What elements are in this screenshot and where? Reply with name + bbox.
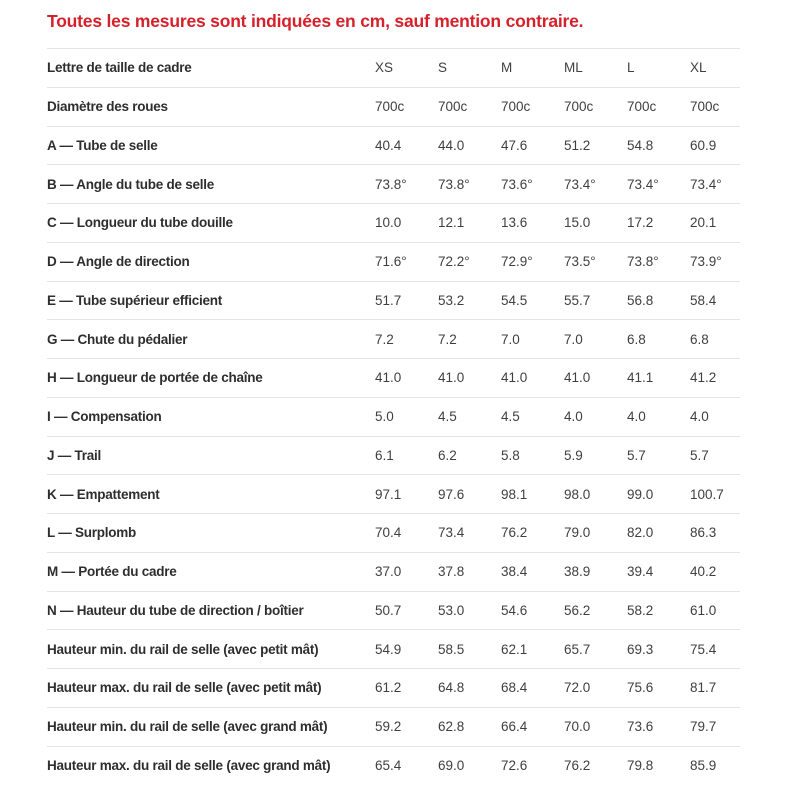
cell-value: 7.2 (375, 320, 438, 359)
cell-value: 5.9 (564, 436, 627, 475)
cell-value: 5.7 (690, 436, 740, 475)
cell-value: 56.8 (627, 281, 690, 320)
cell-value: 73.9° (690, 242, 740, 281)
cell-value: 700c (438, 87, 501, 126)
cell-value: 39.4 (627, 552, 690, 591)
cell-value: 40.4 (375, 126, 438, 165)
cell-value: 73.8° (375, 165, 438, 204)
row-label: N — Hauteur du tube de direction / boîtier (47, 591, 375, 630)
cell-value: 54.5 (501, 281, 564, 320)
cell-value: 6.8 (627, 320, 690, 359)
cell-value: 700c (627, 87, 690, 126)
cell-value: 79.7 (690, 707, 740, 746)
cell-value: 41.0 (564, 359, 627, 398)
cell-value: 6.8 (690, 320, 740, 359)
page-title: Toutes les mesures sont indiquées en cm, sauf mention contraire. (47, 11, 584, 31)
cell-value: 6.2 (438, 436, 501, 475)
cell-value: 20.1 (690, 204, 740, 243)
table-row (47, 707, 740, 746)
row-label: Hauteur max. du rail de selle (avec petit mât) (47, 669, 375, 708)
cell-value: 98.1 (501, 475, 564, 514)
cell-value: 10.0 (375, 204, 438, 243)
row-label: Hauteur min. du rail de selle (avec petit mât) (47, 630, 375, 669)
table-row (47, 552, 740, 591)
table-row (47, 281, 740, 320)
cell-value: 54.9 (375, 630, 438, 669)
row-label: B — Angle du tube de selle (47, 165, 375, 204)
cell-value: 73.4 (438, 514, 501, 553)
cell-value: 58.2 (627, 591, 690, 630)
cell-value: 70.0 (564, 707, 627, 746)
cell-value: 15.0 (564, 204, 627, 243)
cell-value: 72.6 (501, 746, 564, 785)
cell-value: XS (375, 49, 438, 88)
cell-value: 79.0 (564, 514, 627, 553)
cell-value: 97.6 (438, 475, 501, 514)
row-label: G — Chute du pédalier (47, 320, 375, 359)
row-label: Hauteur max. du rail de selle (avec grand mât) (47, 746, 375, 785)
cell-value: 41.0 (438, 359, 501, 398)
table-row (47, 591, 740, 630)
cell-value: 73.4° (627, 165, 690, 204)
cell-value: 65.7 (564, 630, 627, 669)
cell-value: 61.0 (690, 591, 740, 630)
cell-value: 73.5° (564, 242, 627, 281)
table-row (47, 359, 740, 398)
cell-value: 4.0 (564, 397, 627, 436)
cell-value: 100.7 (690, 475, 740, 514)
table-row (47, 320, 740, 359)
cell-value: 98.0 (564, 475, 627, 514)
cell-value: 700c (375, 87, 438, 126)
cell-value: 68.4 (501, 669, 564, 708)
cell-value: 69.3 (627, 630, 690, 669)
table-row (47, 514, 740, 553)
cell-value: 700c (690, 87, 740, 126)
row-label: M — Portée du cadre (47, 552, 375, 591)
row-label: J — Trail (47, 436, 375, 475)
cell-value: 64.8 (438, 669, 501, 708)
cell-value: 40.2 (690, 552, 740, 591)
cell-value: 65.4 (375, 746, 438, 785)
cell-value: 47.6 (501, 126, 564, 165)
geometry-table (47, 48, 740, 785)
cell-value: ML (564, 49, 627, 88)
row-label: D — Angle de direction (47, 242, 375, 281)
cell-value: 41.0 (375, 359, 438, 398)
cell-value: 41.2 (690, 359, 740, 398)
cell-value: 51.7 (375, 281, 438, 320)
size-header-row (47, 49, 740, 88)
cell-value: 62.1 (501, 630, 564, 669)
cell-value: 76.2 (501, 514, 564, 553)
cell-value: 44.0 (438, 126, 501, 165)
row-label: Hauteur min. du rail de selle (avec grand mât) (47, 707, 375, 746)
cell-value: 4.0 (690, 397, 740, 436)
cell-value: 73.8° (627, 242, 690, 281)
cell-value: 4.5 (501, 397, 564, 436)
cell-value: 73.4° (564, 165, 627, 204)
cell-value: 41.1 (627, 359, 690, 398)
cell-value: S (438, 49, 501, 88)
cell-value: 76.2 (564, 746, 627, 785)
table-row (47, 87, 740, 126)
cell-value: 5.7 (627, 436, 690, 475)
cell-value: 5.8 (501, 436, 564, 475)
cell-value: XL (690, 49, 740, 88)
cell-value: 53.0 (438, 591, 501, 630)
row-label: Lettre de taille de cadre (47, 49, 375, 88)
table-row (47, 669, 740, 708)
cell-value: 54.6 (501, 591, 564, 630)
cell-value: 72.0 (564, 669, 627, 708)
cell-value: 7.2 (438, 320, 501, 359)
row-label: A — Tube de selle (47, 126, 375, 165)
cell-value: 55.7 (564, 281, 627, 320)
cell-value: 73.6 (627, 707, 690, 746)
row-label: L — Surplomb (47, 514, 375, 553)
cell-value: 70.4 (375, 514, 438, 553)
cell-value: 700c (501, 87, 564, 126)
table-row (47, 165, 740, 204)
table-row (47, 242, 740, 281)
table-row (47, 475, 740, 514)
cell-value: 7.0 (501, 320, 564, 359)
cell-value: 99.0 (627, 475, 690, 514)
cell-value: 85.9 (690, 746, 740, 785)
cell-value: 37.8 (438, 552, 501, 591)
cell-value: 72.9° (501, 242, 564, 281)
cell-value: 41.0 (501, 359, 564, 398)
cell-value: 81.7 (690, 669, 740, 708)
row-label: I — Compensation (47, 397, 375, 436)
cell-value: 5.0 (375, 397, 438, 436)
row-label: H — Longueur de portée de chaîne (47, 359, 375, 398)
cell-value: L (627, 49, 690, 88)
cell-value: 37.0 (375, 552, 438, 591)
table-row (47, 630, 740, 669)
cell-value: 59.2 (375, 707, 438, 746)
table-row (47, 126, 740, 165)
cell-value: 82.0 (627, 514, 690, 553)
cell-value: 66.4 (501, 707, 564, 746)
cell-value: 73.8° (438, 165, 501, 204)
row-label: C — Longueur du tube douille (47, 204, 375, 243)
cell-value: 53.2 (438, 281, 501, 320)
cell-value: 62.8 (438, 707, 501, 746)
cell-value: 38.9 (564, 552, 627, 591)
cell-value: 54.8 (627, 126, 690, 165)
row-label: Diamètre des roues (47, 87, 375, 126)
cell-value: 4.0 (627, 397, 690, 436)
cell-value: 58.5 (438, 630, 501, 669)
cell-value: 97.1 (375, 475, 438, 514)
cell-value: 700c (564, 87, 627, 126)
cell-value: 6.1 (375, 436, 438, 475)
cell-value: 69.0 (438, 746, 501, 785)
cell-value: 61.2 (375, 669, 438, 708)
cell-value: M (501, 49, 564, 88)
cell-value: 17.2 (627, 204, 690, 243)
cell-value: 56.2 (564, 591, 627, 630)
cell-value: 51.2 (564, 126, 627, 165)
cell-value: 7.0 (564, 320, 627, 359)
cell-value: 73.6° (501, 165, 564, 204)
cell-value: 86.3 (690, 514, 740, 553)
cell-value: 73.4° (690, 165, 740, 204)
cell-value: 72.2° (438, 242, 501, 281)
cell-value: 12.1 (438, 204, 501, 243)
cell-value: 71.6° (375, 242, 438, 281)
geometry-table-body (47, 49, 740, 785)
row-label: E — Tube supérieur efficient (47, 281, 375, 320)
table-row (47, 436, 740, 475)
row-label: K — Empattement (47, 475, 375, 514)
cell-value: 75.4 (690, 630, 740, 669)
cell-value: 4.5 (438, 397, 501, 436)
cell-value: 50.7 (375, 591, 438, 630)
cell-value: 79.8 (627, 746, 690, 785)
cell-value: 58.4 (690, 281, 740, 320)
cell-value: 75.6 (627, 669, 690, 708)
table-row (47, 746, 740, 785)
cell-value: 13.6 (501, 204, 564, 243)
cell-value: 38.4 (501, 552, 564, 591)
table-row (47, 204, 740, 243)
table-row (47, 397, 740, 436)
cell-value: 60.9 (690, 126, 740, 165)
